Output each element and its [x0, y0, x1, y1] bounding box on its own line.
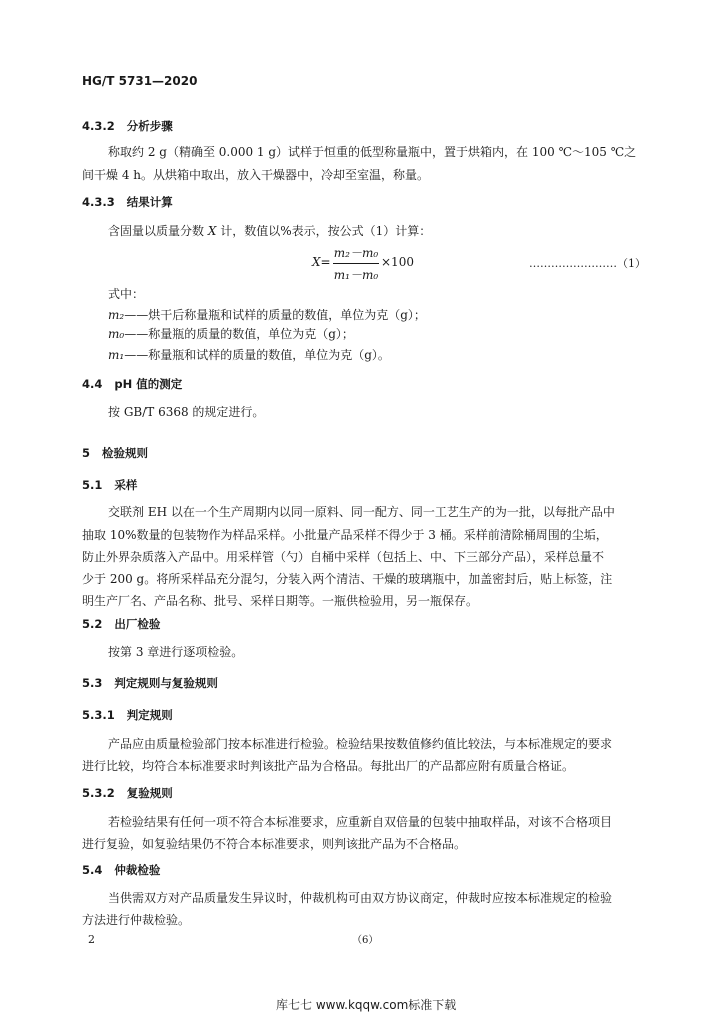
paragraph-line: 进行比较，均符合本标准要求时判该批产品为合格品。每批出厂的产品都应附有质量合格证。 — [82, 759, 575, 773]
section-title: 判定规则 — [126, 708, 173, 722]
symbol-definition — [108, 325, 354, 342]
section-number: 5.3 — [82, 676, 103, 690]
equals-sign: = — [320, 255, 331, 269]
paragraph-line: 产品应由质量检验部门按本标准进行检验。检验结果按数值修约值比较法，与本标准规定的要求 — [108, 737, 613, 751]
document-code: HG/T 5731—2020 — [82, 74, 198, 88]
symbol: m₁ — [108, 348, 125, 362]
paragraph-line: 按第 3 章进行逐项检验。 — [108, 645, 244, 659]
paragraph-line: 间干燥 4 h。从烘箱中取出，放入干燥器中，冷却至室温，称量。 — [82, 168, 429, 182]
section-4-4-heading — [82, 376, 182, 392]
definition-text: ——烘干后称量瓶和试样的质量的数值，单位为克（g）； — [124, 308, 426, 322]
section-5-1-heading — [82, 477, 137, 493]
paragraph-line: 明生产厂名、产品名称、批号、采样日期等。一瓶供检验用，另一瓶保存。 — [82, 594, 479, 608]
section-5-3-2-heading — [82, 785, 173, 801]
paragraph-line: 按 GB/T 6368 的规定进行。 — [108, 405, 265, 419]
section-title: 判定规则与复验规则 — [114, 676, 218, 690]
section-5-3-heading — [82, 675, 218, 691]
section-title: 采样 — [114, 478, 138, 492]
section-number: 5.3.1 — [82, 708, 115, 722]
section-title: pH 值的测定 — [114, 377, 183, 391]
formula-multiplier: ×100 — [381, 255, 414, 269]
section-4-3-3-heading — [82, 194, 173, 210]
section-number: 5.3.2 — [82, 786, 115, 800]
equation-number: ……………………（1） — [529, 257, 646, 270]
paragraph-line: 抽取 10%数量的包装物作为样品采样。小批量产品采样不得少于 3 桶。采样前清除桶周围的尘垢， — [82, 528, 608, 542]
paragraph-line: 少于 200 g。将所采样品充分混匀，分装入两个清洁、干燥的玻璃瓶中，加盖密封后，贴上标签，注 — [82, 572, 613, 586]
paragraph-line: 防止外界杂质落入产品中。用采样管（勺）自桶中采样（包括上、中、下三部分产品），采样总量不 — [82, 550, 605, 564]
fraction-bar — [333, 263, 379, 264]
intro-post: 计，数值以%表示，按公式（1）计算： — [216, 224, 432, 238]
section-title: 检验规则 — [102, 446, 149, 460]
section-title: 结果计算 — [126, 195, 173, 209]
where-label: 式中： — [108, 287, 145, 301]
section-number: 4.3.3 — [82, 195, 115, 209]
section-4-3-2-heading — [82, 118, 173, 134]
paragraph-line — [108, 222, 431, 239]
paragraph-line: 方法进行仲裁检验。 — [82, 913, 191, 927]
section-number: 5.1 — [82, 478, 103, 492]
paragraph-line: 称取约 2 g（精确至 0.000 1 g）试样于恒重的低型称量瓶中，置于烘箱内，在 100 ℃～105 ℃之 — [108, 145, 637, 159]
section-number: 5 — [82, 446, 91, 460]
section-number: 4.3.2 — [82, 119, 115, 133]
paragraph-line: 交联剂 EH 以在一个生产周期内以同一原料、同一配方、同一工艺生产的为一批，以每批产品中 — [108, 505, 615, 519]
variable-x: X — [207, 224, 217, 238]
paragraph-line: 若检验结果有任何一项不符合本标准要求，应重新自双倍量的包装中抽取样品，对该不合格项目 — [108, 815, 613, 829]
formula-variable: X — [312, 255, 321, 269]
definition-text: ——称量瓶和试样的质量的数值，单位为克（g）。 — [124, 348, 390, 362]
symbol-definition — [108, 346, 390, 363]
formula-lhs — [312, 255, 331, 269]
intro-pre: 含固量以质量分数 — [108, 224, 208, 238]
sheet-number: （6） — [352, 935, 379, 946]
section-5-heading — [82, 445, 148, 461]
paragraph-line: 当供需双方对产品质量发生异议时，仲裁机构可由双方协议商定，仲裁时应按本标准规定的检验 — [108, 891, 613, 905]
section-5-4-heading — [82, 862, 160, 878]
section-number: 4.4 — [82, 377, 103, 391]
section-title: 复验规则 — [126, 786, 173, 800]
watermark-footer: 库七七 www.kqqw.com标准下载 — [276, 998, 457, 1012]
section-number: 5.4 — [82, 863, 103, 877]
section-title: 分析步骤 — [126, 119, 173, 133]
symbol: m₂ — [108, 308, 125, 322]
paragraph-line: 进行复验，如复验结果仍不符合本标准要求，则判该批产品为不合格品。 — [82, 837, 467, 851]
section-number: 5.2 — [82, 617, 103, 631]
definition-text: ——称量瓶的质量的数值，单位为克（g）； — [124, 327, 354, 341]
formula-fraction — [333, 244, 379, 283]
formula-numerator: m₂－m₀ — [333, 246, 379, 260]
section-title: 仲裁检验 — [114, 863, 161, 877]
section-title: 出厂检验 — [114, 617, 161, 631]
section-5-2-heading — [82, 616, 160, 632]
section-5-3-1-heading — [82, 707, 173, 723]
symbol: m₀ — [108, 327, 125, 341]
page-number: 2 — [88, 933, 95, 946]
formula-denominator: m₁－m₀ — [333, 268, 379, 282]
symbol-definition — [108, 306, 426, 323]
